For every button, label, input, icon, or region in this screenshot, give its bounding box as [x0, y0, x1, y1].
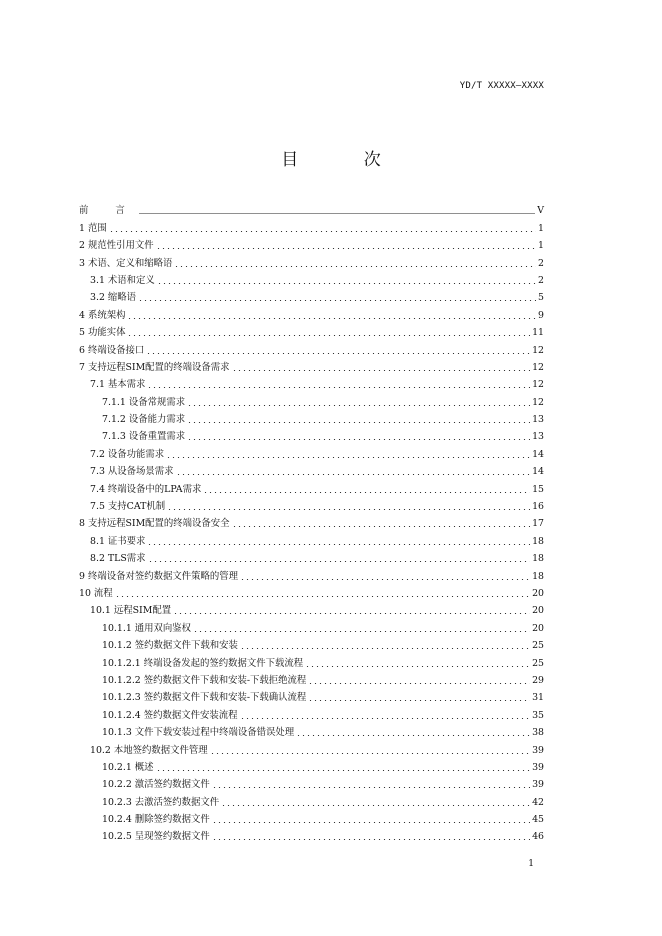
- toc-entry-label: 1 范围: [79, 222, 107, 234]
- toc-entry-page: 31: [532, 692, 544, 704]
- page-title: 目 次: [281, 150, 411, 170]
- toc-entry[interactable]: [79, 652, 544, 669]
- toc-entry-label: 10.1.3 文件下载安装过程中终端设备错误处理: [102, 727, 295, 739]
- toc-entry-page: 1: [538, 240, 544, 252]
- toc-entry-page: 39: [532, 744, 544, 756]
- toc-entry-label: 7.5 支持CAT机制: [90, 501, 166, 513]
- toc-dot-leader: [212, 822, 530, 823]
- toc-entry[interactable]: [79, 774, 544, 791]
- toc-entry-label: 10.1.1 通用双向鉴权: [102, 622, 192, 634]
- toc-entry-label: 10.1.2.1 终端设备发起的签约数据文件下载流程: [102, 657, 304, 669]
- toc-dot-leader: [240, 648, 530, 649]
- toc-entry-label: 10.2.2 激活签约数据文件: [102, 779, 210, 791]
- toc-dot-leader: [167, 509, 530, 510]
- toc-entry-page: 18: [532, 535, 544, 547]
- toc-entry[interactable]: [79, 478, 544, 495]
- toc-entry[interactable]: [79, 496, 544, 513]
- toc-dot-leader: [147, 544, 530, 545]
- toc-entry[interactable]: [79, 722, 544, 739]
- toc-entry[interactable]: [79, 409, 544, 426]
- toc-entry[interactable]: [79, 339, 544, 356]
- page-number: 1: [528, 859, 534, 869]
- toc-entry[interactable]: [79, 304, 544, 321]
- toc-entry-label: 10.1.2.4 签约数据文件安装流程: [102, 709, 238, 721]
- toc-entry[interactable]: [79, 287, 544, 304]
- toc-entry[interactable]: [79, 200, 544, 217]
- toc-entry-page: 39: [532, 779, 544, 791]
- toc-entry[interactable]: [79, 426, 544, 443]
- toc-dot-leader: [203, 492, 530, 493]
- toc-entry[interactable]: [79, 583, 544, 600]
- toc-entry-page: 2: [538, 274, 544, 286]
- toc-entry-label: 2 规范性引用文件: [79, 240, 154, 252]
- toc-entry-label: 8 支持远程SIM配置的终端设备安全: [79, 518, 230, 530]
- toc-entry[interactable]: [79, 530, 544, 547]
- toc-entry-label: 3 术语、定义和缩略语: [79, 257, 173, 269]
- toc-entry[interactable]: [79, 252, 544, 269]
- toc-entry-page: 15: [532, 483, 544, 495]
- toc-dot-leader: [210, 753, 530, 754]
- toc-entry[interactable]: [79, 513, 544, 530]
- toc-dot-leader: [173, 613, 530, 614]
- toc-entry-page: 13: [532, 431, 544, 443]
- toc-entry-label: 10.2.1 概述: [102, 761, 154, 773]
- toc-dot-leader: [109, 231, 536, 232]
- toc-entry[interactable]: [79, 374, 544, 391]
- toc-entry-page: 11: [532, 327, 544, 339]
- toc-entry[interactable]: [79, 217, 544, 234]
- toc-entry-label: 7.2 设备功能需求: [90, 448, 165, 460]
- toc-dot-leader: [139, 213, 535, 214]
- toc-entry-label: 7.1 基本需求: [90, 379, 146, 391]
- toc-entry-page: 42: [532, 796, 544, 808]
- toc-entry-page: 12: [532, 361, 544, 373]
- toc-entry[interactable]: [79, 548, 544, 565]
- toc-entry-label: 8.2 TLS需求: [90, 553, 146, 565]
- toc-entry[interactable]: [79, 600, 544, 617]
- toc-dot-leader: [127, 335, 530, 336]
- toc-entry-label: 10.1.2 签约数据文件下载和安装: [102, 640, 238, 652]
- toc-entry-label: 10.2.4 删除签约数据文件: [102, 814, 210, 826]
- toc-dot-leader: [308, 683, 530, 684]
- toc-entry-label: 3.2 缩略语: [90, 292, 137, 304]
- toc-entry[interactable]: [79, 635, 544, 652]
- toc-entry-page: 9: [538, 309, 544, 321]
- toc-entry[interactable]: [79, 757, 544, 774]
- toc-entry-label: 10.2.5 呈现签约数据文件: [102, 831, 210, 843]
- toc-entry-page: 17: [532, 518, 544, 530]
- toc-entry-page: 18: [532, 570, 544, 582]
- toc-entry[interactable]: [79, 687, 544, 704]
- toc-entry-page: 14: [532, 466, 544, 478]
- toc-entry-label: 8.1 证书要求: [90, 535, 146, 547]
- toc-dot-leader: [156, 770, 531, 771]
- toc-entry-page: 14: [532, 448, 544, 460]
- toc-entry[interactable]: [79, 617, 544, 634]
- toc-entry-label: 4 系统架构: [79, 309, 126, 321]
- toc-entry-page: 20: [532, 587, 544, 599]
- toc-entry-page: 39: [532, 761, 544, 773]
- toc-dot-leader: [148, 561, 531, 562]
- toc-entry[interactable]: [79, 235, 544, 252]
- toc-dot-leader: [212, 839, 530, 840]
- toc-dot-leader: [308, 700, 530, 701]
- toc-entry-label: 10.1.2.2 签约数据文件下载和安装-下载拒绝流程: [102, 674, 307, 686]
- toc-entry-page: 13: [532, 414, 544, 426]
- toc-entry-label: 7.1.2 设备能力需求: [102, 414, 186, 426]
- toc-entry-page: 46: [532, 831, 544, 843]
- toc-dot-leader: [212, 787, 530, 788]
- toc-dot-leader: [146, 353, 530, 354]
- toc-entry-label: 10.1.2.3 签约数据文件下载和安装-下载确认流程: [102, 692, 307, 704]
- toc-dot-leader: [240, 718, 531, 719]
- toc-entry-page: 16: [532, 501, 544, 513]
- toc-dot-leader: [187, 405, 530, 406]
- toc-entry-label: 10 流程: [79, 587, 113, 599]
- toc-entry-page: 38: [532, 727, 544, 739]
- toc-dot-leader: [187, 422, 530, 423]
- toc-dot-leader: [193, 631, 530, 632]
- toc-entry-page: 20: [532, 605, 544, 617]
- toc-entry[interactable]: [79, 565, 544, 582]
- toc-entry-page: 2: [538, 257, 544, 269]
- toc-dot-leader: [115, 596, 530, 597]
- toc-entry[interactable]: [79, 461, 544, 478]
- toc-entry-page: 45: [532, 814, 544, 826]
- toc-entry-page: 18: [532, 553, 544, 565]
- toc-entry[interactable]: [79, 270, 544, 287]
- toc-dot-leader: [166, 457, 530, 458]
- toc-dot-leader: [174, 266, 536, 267]
- toc-entry-page: 5: [538, 292, 544, 304]
- toc-entry[interactable]: [79, 791, 544, 808]
- toc-entry-label: 3.1 术语和定义: [90, 274, 155, 286]
- toc-entry-page: 12: [532, 379, 544, 391]
- toc-entry-label: 7.4 终端设备中的LPA需求: [90, 483, 202, 495]
- toc-dot-leader: [156, 248, 536, 249]
- toc-dot-leader: [147, 387, 530, 388]
- toc-entry[interactable]: [79, 391, 544, 408]
- toc-entry[interactable]: [79, 704, 544, 721]
- toc-dot-leader: [240, 579, 530, 580]
- table-of-contents: [79, 200, 544, 843]
- toc-dot-leader: [296, 735, 530, 736]
- toc-entry[interactable]: [79, 670, 544, 687]
- toc-entry-label: 7 支持远程SIM配置的终端设备需求: [79, 361, 230, 373]
- toc-entry-label: 7.1.3 设备重置需求: [102, 431, 186, 443]
- toc-dot-leader: [232, 526, 531, 527]
- toc-dot-leader: [187, 439, 530, 440]
- toc-dot-leader: [176, 474, 531, 475]
- toc-entry-page: 12: [532, 396, 544, 408]
- toc-dot-leader: [221, 805, 530, 806]
- toc-entry[interactable]: [79, 739, 544, 756]
- toc-entry-page: 25: [532, 640, 544, 652]
- toc-entry-label: 前 言: [79, 205, 137, 217]
- toc-entry-page: 29: [532, 674, 544, 686]
- toc-entry-page: 20: [532, 622, 544, 634]
- toc-entry-label: 9 终端设备对签约数据文件策略的管理: [79, 570, 238, 582]
- toc-entry-label: 7.1.1 设备常规需求: [102, 396, 186, 408]
- toc-dot-leader: [305, 666, 530, 667]
- toc-entry-label: 6 终端设备接口: [79, 344, 145, 356]
- toc-entry-page: 12: [532, 344, 544, 356]
- toc-entry-page: 25: [532, 657, 544, 669]
- toc-entry-label: 10.2.3 去激活签约数据文件: [102, 796, 220, 808]
- document-code: YD/T XXXXX—XXXX: [459, 81, 544, 91]
- toc-entry-label: 10.1 远程SIM配置: [90, 605, 172, 617]
- toc-entry-page: 35: [532, 709, 544, 721]
- toc-entry[interactable]: [79, 322, 544, 339]
- toc-entry[interactable]: [79, 443, 544, 460]
- toc-entry-label: 10.2 本地签约数据文件管理: [90, 744, 208, 756]
- toc-dot-leader: [127, 318, 536, 319]
- toc-entry-label: 5 功能实体: [79, 327, 126, 339]
- toc-dot-leader: [157, 283, 536, 284]
- toc-entry[interactable]: [79, 357, 544, 374]
- toc-dot-leader: [138, 300, 536, 301]
- toc-entry[interactable]: [79, 826, 544, 843]
- toc-entry[interactable]: [79, 809, 544, 826]
- toc-dot-leader: [232, 370, 531, 371]
- toc-entry-label: 7.3 从设备场景需求: [90, 466, 174, 478]
- toc-entry-page: V: [537, 205, 544, 217]
- toc-entry-page: 1: [538, 222, 544, 234]
